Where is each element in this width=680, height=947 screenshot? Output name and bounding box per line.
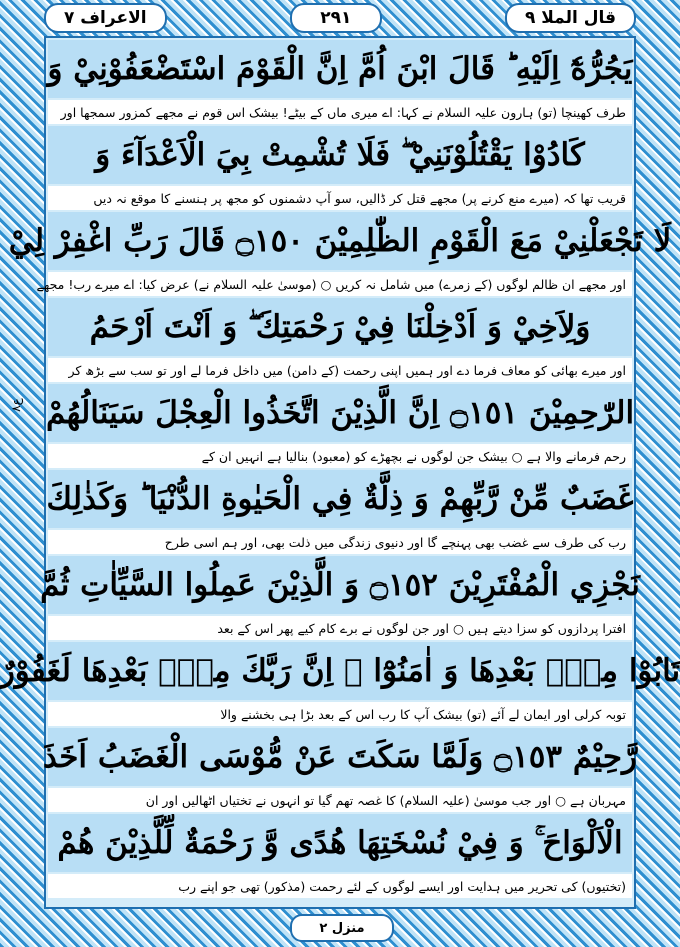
arabic-line: غَضَبٌ مِّنْ رَّبِّهِمْ وَ ذِلَّةٌ فِي الْحَيٰوةِ الدُّنْيَا ؕ وَكَذٰلِكَ bbox=[48, 470, 632, 528]
ruku-marker: ع۸ bbox=[9, 398, 23, 412]
arabic-line: لَا تَجْعَلْنِيْ مَعَ الْقَوْمِ الظّٰلِمِيْنَ ۝١٥٠ قَالَ رَبِّ اغْفِرْ لِيْ bbox=[48, 212, 632, 270]
juz-name: قال الملا ۹ bbox=[505, 3, 636, 33]
surah-name: الاعراف ۷ bbox=[44, 3, 167, 33]
arabic-line: رَّحِيْمٌ ۝١٥٣ وَلَمَّا سَكَتَ عَنْ مُّوْسَى الْغَضَبُ اَخَذَ bbox=[48, 728, 632, 786]
urdu-line: افترا پردازوں کو سزا دیتے ہیں ○ اور جن لوگوں نے برے کام کیے پھر اس کے بعد bbox=[48, 616, 632, 640]
arabic-line: تَابُوْا مِنْۢ بَعْدِهَا وَ اٰمَنُوْٓا ۫ اِنَّ رَبَّكَ مِنْۢ بَعْدِهَا لَغَفُوْرٌ bbox=[48, 642, 632, 700]
page-header bbox=[44, 2, 636, 34]
urdu-line: اور میرے بھائی کو معاف فرما دے اور ہمیں اپنی رحمت (کے دامن) میں داخل فرما لے اور تو سب سے بڑھ کر bbox=[48, 358, 632, 382]
urdu-line: رحم فرمانے والا ہے ○ بیشک جن لوگوں نے بچھڑے کو (معبود) بنالیا ہے انہیں ان کے bbox=[48, 444, 632, 468]
urdu-line: توبہ کرلی اور ایمان لے آئے (تو) بیشک آپ کا رب اس کے بعد بڑا ہی بخشنے والا bbox=[48, 702, 632, 726]
arabic-line: يَجُرُّهٗٓ اِلَيْهِ ؕ قَالَ ابْنَ اُمَّ اِنَّ الْقَوْمَ اسْتَضْعَفُوْنِيْ وَ bbox=[48, 40, 632, 98]
urdu-line: مہربان ہے ○ اور جب موسیٰ (علیہ السلام) کا غصہ تھم گیا تو انہوں نے تختیاں اٹھالیں اور ان bbox=[48, 788, 632, 812]
arabic-line: نَجْزِي الْمُفْتَرِيْنَ ۝١٥٢ وَ الَّذِيْنَ عَمِلُوا السَّيِّاٰتِ ثُمَّ bbox=[48, 556, 632, 614]
urdu-line: رب کی طرف سے غضب بھی پہنچے گا اور دنیوی زندگی میں ذلت بھی، اور ہم اسی طرح bbox=[48, 530, 632, 554]
arabic-line: وَلِاَخِيْ وَ اَدْخِلْنَا فِيْ رَحْمَتِكَ ۖ وَ اَنْتَ اَرْحَمُ bbox=[48, 298, 632, 356]
arabic-line: الرّٰحِمِيْنَ ۝١٥١ اِنَّ الَّذِيْنَ اتَّخَذُوا الْعِجْلَ سَيَنَالُهُمْ bbox=[48, 384, 632, 442]
arabic-line: كَادُوْا يَقْتُلُوْنَنِيْ ۖ فَلَا تُشْمِتْ بِيَ الْاَعْدَآءَ وَ bbox=[48, 126, 632, 184]
arabic-line: الْاَلْوَاحَ ۚ وَ فِيْ نُسْخَتِهَا هُدًى وَّ رَحْمَةٌ لِّلَّذِيْنَ هُمْ bbox=[48, 814, 632, 872]
urdu-line: (تختیوں) کی تحریر میں ہدایت اور ایسے لوگوں کے لئے رحمت (مذکور) تھی جو اپنے رب bbox=[48, 874, 632, 898]
urdu-line: قریب تھا کہ (میرے منع کرنے پر) مجھے قتل کر ڈالیں، سو آپ دشمنوں کو مجھ پر ہنسنے کا موقع نہ دیں bbox=[48, 186, 632, 210]
urdu-line: اور مجھے ان ظالم لوگوں (کے زمرے) میں شامل نہ کریں ○ (موسیٰ علیہ السلام نے) عرض کیا: اے میرے رب! مجھے bbox=[48, 272, 632, 296]
page-number: ۲۹۱ bbox=[290, 3, 382, 33]
urdu-line: طرف کھینچا (تو) ہارون علیہ السلام نے کہا: اے میری ماں کے بیٹے! بیشک اس قوم نے مجھے کمزور سمجھا اور bbox=[48, 100, 632, 124]
manzil-label: منزل ۲ bbox=[290, 914, 394, 942]
